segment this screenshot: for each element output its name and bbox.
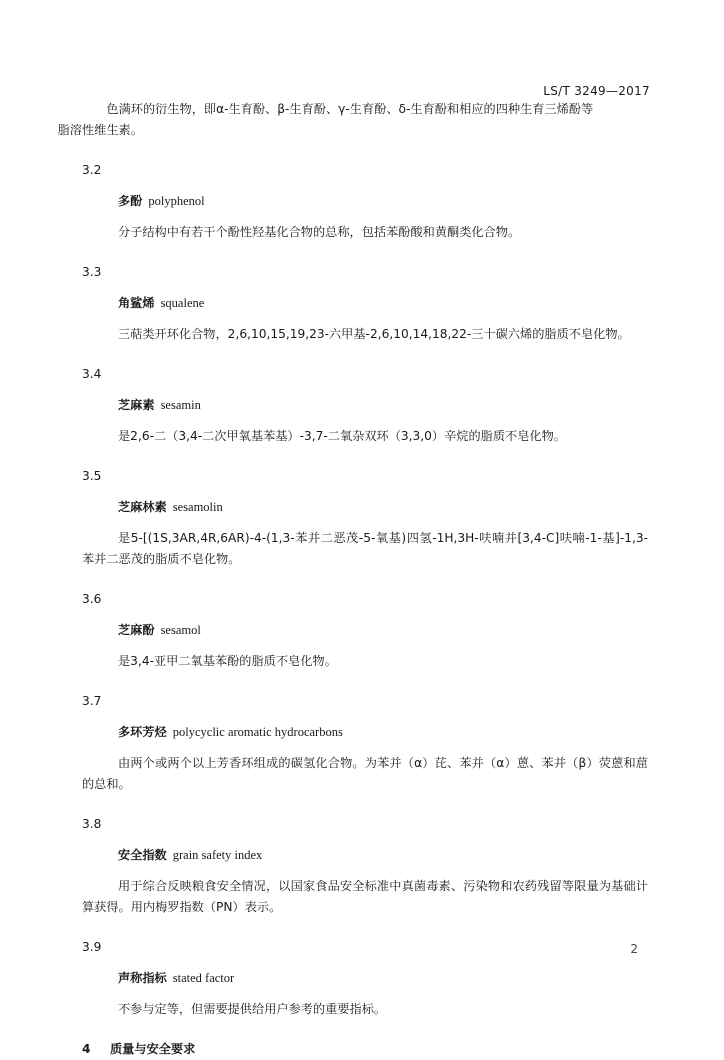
term-definition: 用于综合反映粮食安全情况，以国家食品安全标准中真菌毒素、污染物和农药残留等限量为基础计算获得。用内梅罗指数（PN）表示。 xyxy=(82,879,648,914)
term-en: stated factor xyxy=(172,971,235,985)
term-en: polycyclic aromatic hydrocarbons xyxy=(172,725,343,739)
term-3-2 xyxy=(82,160,648,243)
term-3-5 xyxy=(82,466,648,570)
term-zh: 芝麻酚 xyxy=(118,623,155,637)
section-heading xyxy=(82,1039,648,1060)
term-zh: 声称指标 xyxy=(118,971,167,985)
term-definition: 不参与定等，但需要提供给用户参考的重要指标。 xyxy=(118,1002,387,1016)
intro-paragraph xyxy=(57,99,648,141)
term-definition: 是5-[(1S,3AR,4R,6AR)-4-(1,3-苯并二恶茂-5-氧基)四氢-1H,3H-呋喃并[3,4-C]呋喃-1-基]-1,3-苯并二恶茂的脂质不皂化物。 xyxy=(82,531,648,566)
term-number: 3.8 xyxy=(82,817,102,831)
term-3-6 xyxy=(82,589,648,672)
term-zh: 多酚 xyxy=(118,194,143,208)
section-title: 质量与安全要求 xyxy=(110,1042,196,1056)
term-3-4 xyxy=(82,364,648,447)
term-zh: 角鲨烯 xyxy=(118,296,155,310)
term-number: 3.3 xyxy=(82,265,102,279)
term-number: 3.7 xyxy=(82,694,102,708)
term-zh: 芝麻林素 xyxy=(118,500,167,514)
term-en: sesamolin xyxy=(172,500,223,514)
term-definition: 是3,4-亚甲二氧基苯酚的脂质不皂化物。 xyxy=(118,654,337,668)
term-number: 3.9 xyxy=(82,940,102,954)
term-definition: 是2,6-二（3,4-二次甲氧基苯基）-3,7-二氧杂双环（3,3,0）辛烷的脂质不皂化物。 xyxy=(118,429,566,443)
term-zh: 芝麻素 xyxy=(118,398,155,412)
term-en: squalene xyxy=(160,296,205,310)
term-number: 3.6 xyxy=(82,592,102,606)
section-number: 4 xyxy=(82,1042,91,1056)
intro-line-2: 脂溶性维生素。 xyxy=(57,123,143,137)
term-number: 3.5 xyxy=(82,469,102,483)
term-3-3 xyxy=(82,262,648,345)
term-en: sesamol xyxy=(160,623,201,637)
term-3-8 xyxy=(82,814,648,918)
term-3-7 xyxy=(82,691,648,795)
term-en: sesamin xyxy=(160,398,201,412)
term-definition: 由两个或两个以上芳香环组成的碳氢化合物。为苯并（α）芘、苯并（α）蒽、苯并（β）荧蒽和䓛的总和。 xyxy=(82,756,648,791)
term-zh: 安全指数 xyxy=(118,848,167,862)
intro-line-1: 色满环的衍生物，即α-生育酚、β-生育酚、γ-生育酚、δ-生育酚和相应的四种生育三烯酚等 xyxy=(106,102,594,116)
standard-code: LS/T 3249—2017 xyxy=(543,84,650,98)
term-en: grain safety index xyxy=(172,848,263,862)
page-number: 2 xyxy=(630,942,638,956)
term-zh: 多环芳烃 xyxy=(118,725,167,739)
term-definition: 三萜类开环化合物，2,6,10,15,19,23-六甲基-2,6,10,14,18,22-三十碳六烯的脂质不皂化物。 xyxy=(118,327,630,341)
term-number: 3.2 xyxy=(82,163,102,177)
term-en: polyphenol xyxy=(148,194,205,208)
document-body xyxy=(57,99,648,1060)
term-number: 3.4 xyxy=(82,367,102,381)
term-definition: 分子结构中有若干个酚性羟基化合物的总称，包括苯酚酸和黄酮类化合物。 xyxy=(118,225,521,239)
term-3-9 xyxy=(82,937,648,1020)
